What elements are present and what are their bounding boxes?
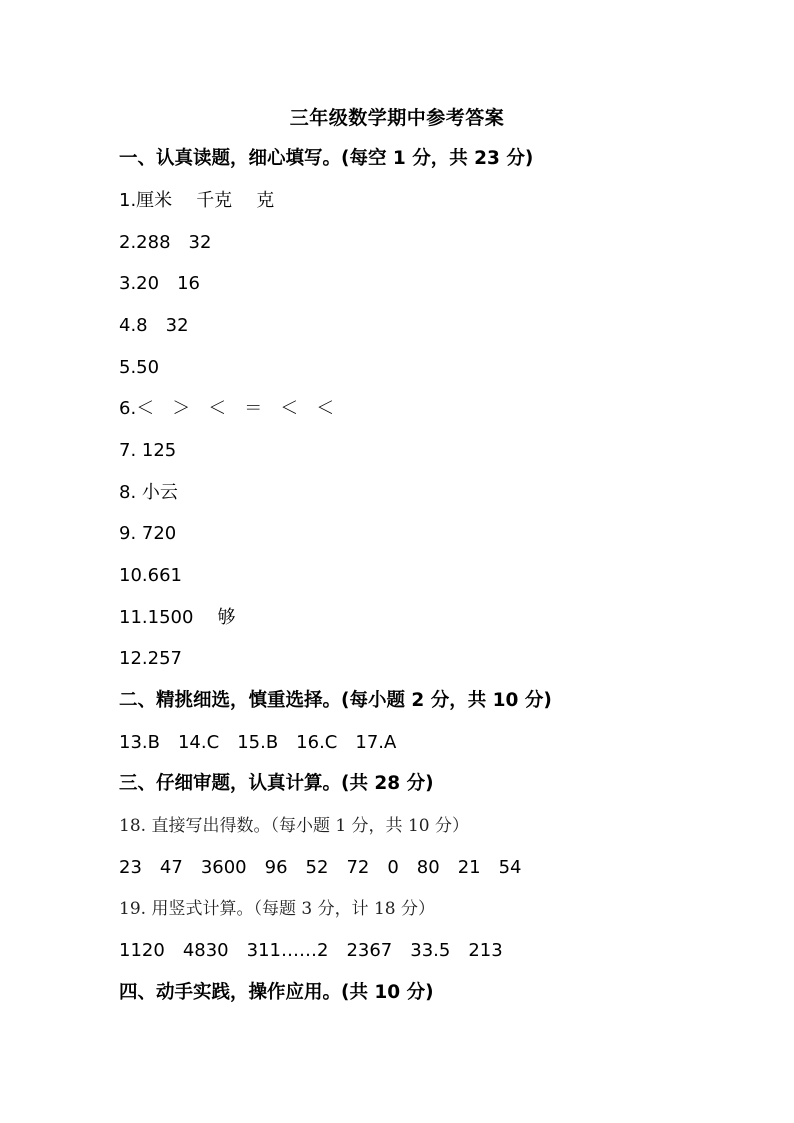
answer-1-b: 千克: [196, 190, 233, 211]
answer-4-a: 4.8: [119, 315, 148, 336]
answer-6-s3: ＜: [208, 398, 227, 419]
page-title: 三年级数学期中参考答案: [289, 107, 505, 129]
answer-11-a: 11.1500: [119, 607, 194, 628]
answer-17: 17.A: [355, 732, 397, 753]
answer-7: 7. 125: [119, 440, 177, 461]
question-18-label: 18. 直接写出得数。（每小题 1 分，共 10 分）: [119, 816, 470, 836]
q18-answer: 0: [387, 857, 399, 878]
answer-15: 15.B: [237, 732, 279, 753]
answer-6-s1: ＜: [136, 398, 155, 419]
answer-8: 8. 小云: [119, 482, 178, 503]
q18-answer: 54: [498, 857, 522, 878]
answer-6-s4: ＝: [244, 398, 263, 419]
answer-6-label: 6.: [119, 398, 137, 419]
section-2-heading: 二、精挑细选，慎重选择。(每小题 2 分，共 10 分): [119, 690, 552, 711]
question-19-answers: [119, 939, 503, 963]
answer-1-a: 1.厘米: [119, 190, 173, 211]
q18-answer: 96: [264, 857, 288, 878]
answer-3-b: 16: [177, 273, 200, 294]
section-3-heading: 三、仔细审题，认真计算。(共 28 分): [119, 773, 434, 794]
question-19-label: 19. 用竖式计算。（每题 3 分，计 18 分）: [119, 899, 436, 919]
answer-12: 12.257: [119, 648, 182, 669]
answer-3: [119, 272, 200, 296]
answer-11: [119, 606, 235, 630]
answer-6-s2: ＞: [172, 398, 191, 419]
q18-answer: 72: [346, 857, 370, 878]
q19-answer: 2367: [346, 940, 393, 961]
answer-10: 10.661: [119, 565, 182, 586]
answer-2: [119, 231, 211, 255]
q18-answer: 47: [159, 857, 183, 878]
answer-2-a: 2.288: [119, 232, 171, 253]
answer-2-b: 32: [188, 232, 212, 253]
answer-6-s5: ＜: [280, 398, 299, 419]
answer-11-b: 够: [217, 607, 236, 628]
answer-13: 13.B: [119, 732, 160, 753]
answer-6-s6: ＜: [316, 398, 335, 419]
q19-answer: 33.5: [410, 940, 451, 961]
answer-9: 9. 720: [119, 523, 177, 544]
q18-answer: 21: [457, 857, 481, 878]
answer-1: [119, 189, 274, 213]
q19-answer: 1120: [119, 940, 165, 961]
q18-answer: 23: [119, 857, 142, 878]
q18-answer: 52: [305, 857, 329, 878]
question-18-answers: [119, 856, 522, 880]
answer-16: 16.C: [296, 732, 338, 753]
q18-answer: 80: [416, 857, 440, 878]
answer-4: [119, 314, 189, 338]
answer-14: 14.C: [177, 732, 220, 753]
answer-4-b: 32: [165, 315, 189, 336]
section-4-heading: 四、动手实践，操作应用。(共 10 分): [119, 982, 434, 1003]
answer-3-a: 3.20: [119, 273, 160, 294]
q19-answer: 213: [468, 940, 503, 961]
q19-answer: 4830: [182, 940, 229, 961]
q18-answer: 3600: [200, 857, 247, 878]
answer-1-c: 克: [256, 190, 275, 211]
answer-6: [119, 397, 334, 421]
answer-5: 5.50: [119, 357, 160, 378]
section-2-answers: [119, 731, 396, 755]
section-1-heading: 一、认真读题，细心填写。(每空 1 分，共 23 分): [119, 148, 534, 169]
q19-answer: 311……2: [246, 940, 329, 961]
